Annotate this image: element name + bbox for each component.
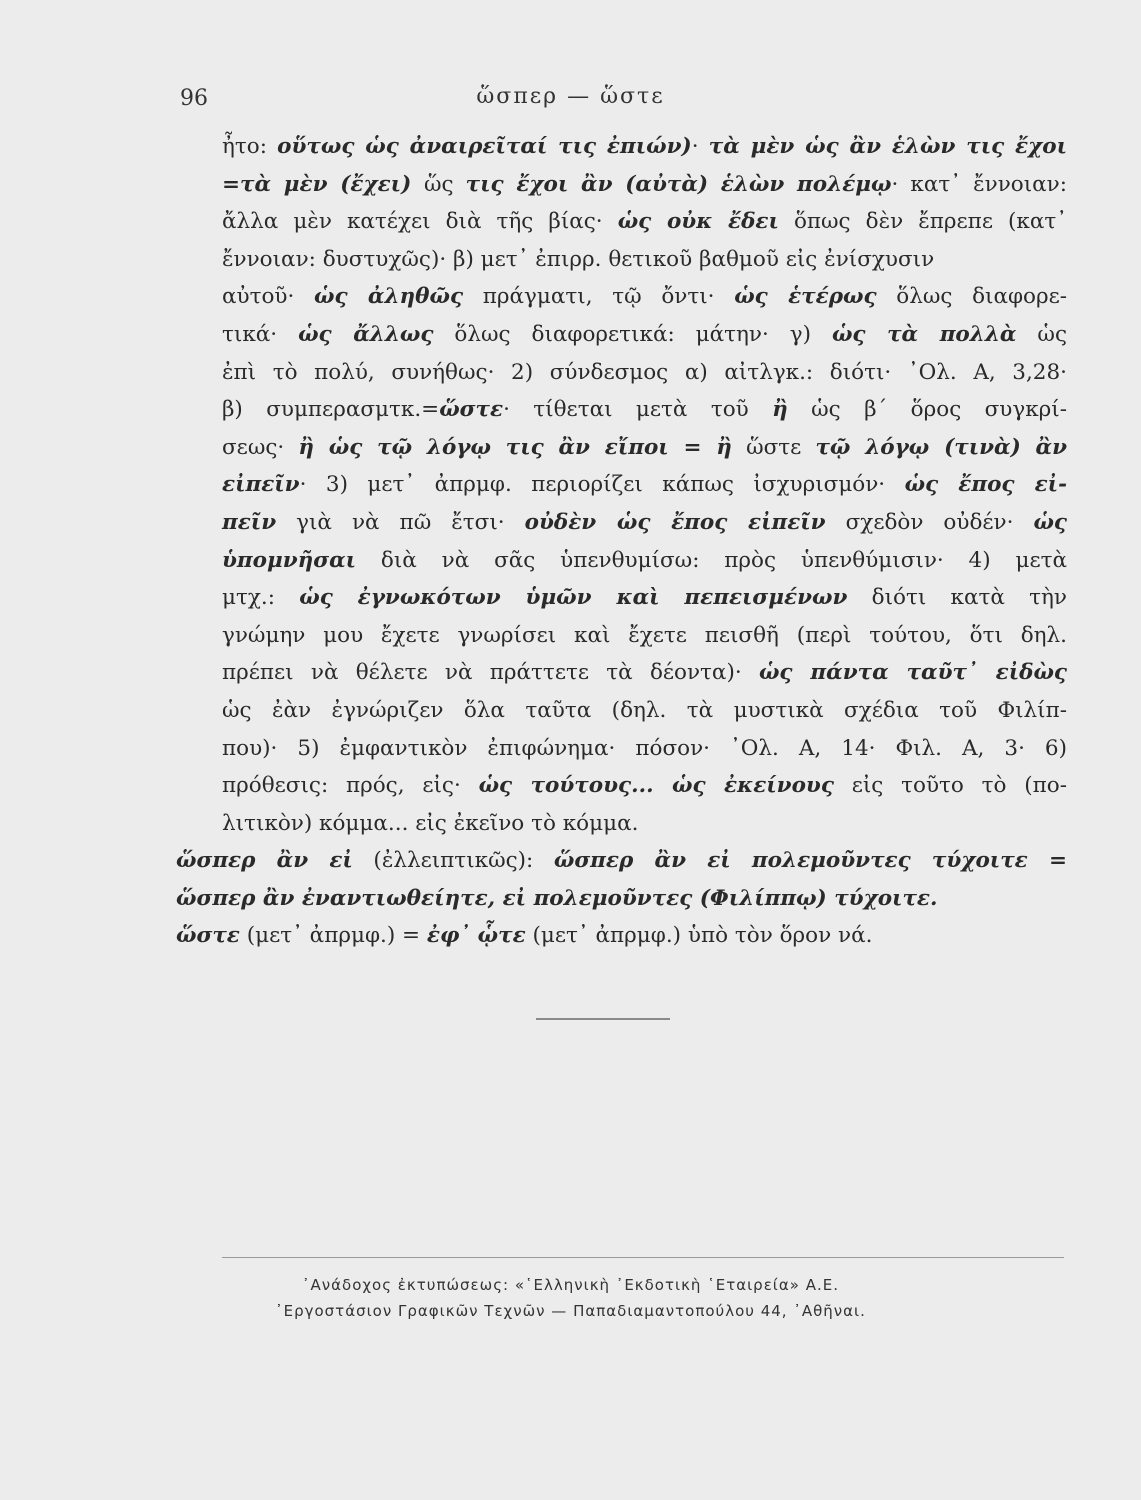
gloss-text: πρέπει νὰ θέλετε νὰ πράττετε τὰ δέοντα)·	[222, 660, 759, 686]
text-line	[176, 842, 1067, 880]
gloss-text: ὡς ἐὰν ἐγνώριζεν ὅλα ταῦτα (δηλ. τὰ μυστικὰ σχέδια τοῦ Φιλίπ-	[222, 697, 1067, 723]
dictionary-entry-text	[176, 128, 1068, 955]
gloss-text: ὥστε	[731, 434, 816, 460]
footer-rule	[222, 1257, 1064, 1258]
gloss-text: σχεδὸν οὐδέν·	[825, 509, 1034, 535]
text-line	[222, 316, 1067, 354]
headword-phrase: τὰ μὲν ὡς ἂν ἑλὼν τις ἔχοι	[708, 134, 1067, 159]
text-line	[222, 504, 1067, 542]
gloss-text: τικά·	[222, 321, 299, 347]
gloss-text: ἦτο:	[222, 134, 278, 159]
gloss-text: πράγματι, τῷ ὄντι·	[463, 284, 735, 310]
headword-phrase: ὡς τὰ πολλὰ	[831, 321, 1017, 347]
gloss-text: · κατ᾿ ἔννοιαν:	[891, 171, 1067, 197]
headword-phrase: τις ἔχοι ἂν (αὐτὰ) ἑλὼν πολέμῳ	[465, 171, 892, 197]
headword-phrase: ὡς ἐγνωκότων ὑμῶν καὶ πεπεισμένων	[299, 585, 848, 611]
gloss-text: ·	[691, 134, 709, 159]
text-line	[222, 730, 1067, 768]
page-number: 96	[180, 86, 208, 111]
gloss-text: ἐπὶ τὸ πολύ, συνήθως· 2) σύνδεσμος α) αἰτλγκ.: διότι· ᾿Ολ. Α, 3,28·	[222, 359, 1067, 385]
running-head: ὥσπερ — ὥστε	[476, 84, 665, 109]
gloss-text: που)· 5) ἐμφαντικὸν ἐπιφώνημα· πόσον· ᾿Ολ. Α, 14· Φιλ. Α, 3· 6)	[222, 735, 1067, 761]
text-line	[222, 278, 1067, 316]
gloss-text: εἰς τοῦτο τὸ (πο-	[833, 773, 1067, 799]
text-line	[222, 391, 1067, 429]
text-line	[222, 354, 1067, 392]
gloss-text: ὅλως διαφορετικά: μάτην· γ)	[433, 321, 832, 347]
gloss-text: σεως·	[222, 434, 299, 460]
text-line	[222, 692, 1067, 730]
gloss-text: ὡς	[1016, 321, 1067, 347]
headword-phrase: ἐφ᾿ ᾧτε	[426, 923, 526, 949]
gloss-text: · τίθεται μετὰ τοῦ	[503, 397, 773, 423]
headword-phrase: τῷ λόγῳ (τινὰ) ἂν	[815, 434, 1067, 460]
gloss-text: μτχ.:	[222, 585, 300, 611]
gloss-text: (ἐλλειπτικῶς):	[352, 848, 554, 874]
gloss-text: ὅπως δὲν ἔπρεπε (κατ᾿	[778, 209, 1067, 235]
printer-credit: ᾿Ανάδοχος ἐκτυπώσεως: «῾Ελληνικὴ ᾿Εκδοτικὴ ῾Εταιρεία» Α.Ε.	[301, 1276, 839, 1294]
text-line	[222, 579, 1067, 617]
headword-phrase: ὥσπερ ἂν εἰ πολεμοῦντες τύχοιτε =	[553, 848, 1067, 874]
gloss-text: (μετ᾿ ἀπρμφ.) =	[239, 923, 427, 949]
headword-phrase: ὑπομνῆσαι	[222, 547, 357, 573]
gloss-text: (μετ᾿ ἀπρμφ.) ὑπὸ τὸν ὅρον νά.	[525, 923, 873, 949]
headword-phrase: ὥσπερ ἂν ἐναντιωθείητε, εἰ πολεμοῦντες (Φιλίππῳ) τύχοιτε.	[176, 885, 938, 911]
text-line	[222, 805, 1067, 843]
gloss-text: πρόθεσις: πρός, εἰς·	[222, 773, 479, 799]
headword-phrase: ὡς ἀληθῶς	[314, 284, 464, 310]
headword-phrase: οὕτως ὡς ἀναιρεῖταί τις ἐπιών)	[277, 134, 692, 159]
headword-phrase: ὡς πάντα ταῦτ᾿ εἰδὼς	[758, 660, 1068, 686]
gloss-text: αὐτοῦ·	[222, 284, 315, 310]
gloss-text: γνώμην μου ἔχετε γνωρίσει καὶ ἔχετε πεισθῆ (περὶ τούτου, ὅτι δηλ.	[222, 622, 1067, 648]
text-line	[222, 203, 1067, 241]
gloss-text: ὡς β΄ ὅρος συγκρί-	[787, 397, 1067, 423]
gloss-text: διὰ νὰ σᾶς ὑπενθυμίσω: πρὸς ὑπενθύμισιν· 4) μετὰ	[356, 547, 1067, 573]
headword-phrase: εἰπεῖν	[222, 472, 300, 498]
printer-address: ᾿Εργοστάσιον Γραφικῶν Τεχνῶν — Παπαδιαμαντοπούλου 44, ᾿Αθῆναι.	[275, 1302, 866, 1320]
gloss-text: β) συμπερασμτκ.=	[222, 397, 440, 423]
text-line	[222, 166, 1067, 204]
headword-phrase: ὡς ἄλλως	[298, 321, 434, 347]
gloss-text: ἔννοιαν: δυστυχῶς)· β) μετ᾿ ἐπιρρ. θετικοῦ βαθμοῦ εἰς ἐνίσχυσιν	[222, 246, 935, 272]
headword-phrase: ὡς ἑτέρως	[734, 284, 877, 310]
text-line	[222, 654, 1067, 692]
headword-phrase: =τὰ μὲν (ἔχει)	[222, 171, 424, 197]
headword-phrase: ἢ ὡς τῷ λόγῳ τις ἂν εἴποι = ἢ	[298, 434, 732, 460]
text-line	[222, 542, 1067, 580]
gloss-text: ὥς	[423, 171, 466, 197]
gloss-text: διότι κατὰ τὴν	[847, 585, 1067, 611]
gloss-text: ἄλλα μὲν κατέχει διὰ τῆς βίας·	[222, 209, 618, 235]
text-line	[222, 767, 1067, 805]
text-line	[222, 466, 1067, 504]
headword-phrase: ὥστε	[176, 923, 240, 949]
headword-phrase: ὡς τούτους... ὡς ἐκείνους	[478, 773, 834, 799]
headword-phrase: ἢ	[772, 397, 788, 423]
headword-phrase: ὥστε	[439, 397, 504, 423]
gloss-text: λιτικὸν) κόμμα... εἰς ἐκεῖνο τὸ κόμμα.	[222, 810, 639, 836]
text-line	[176, 880, 1067, 918]
headword-phrase: ὡς ἔπος εἰ-	[904, 472, 1067, 498]
headword-phrase: πεῖν	[222, 509, 277, 535]
headword-phrase: οὐδὲν ὡς ἔπος εἰπεῖν	[524, 509, 826, 535]
gloss-text: · 3) μετ᾿ ἀπρμφ. περιορίζει κάπως ἰσχυρισμόν·	[299, 472, 905, 498]
text-line	[222, 128, 1067, 166]
text-line	[222, 429, 1067, 467]
headword-phrase: ὡς οὐκ ἔδει	[617, 209, 779, 235]
headword-phrase: ὥσπερ ἂν εἰ	[176, 848, 353, 874]
section-end-rule	[536, 1018, 670, 1020]
gloss-text: ὅλως διαφορε-	[876, 284, 1068, 310]
text-line	[176, 917, 1067, 955]
headword-phrase: ὡς	[1033, 509, 1068, 535]
gloss-text: γιὰ νὰ πῶ ἔτσι·	[276, 509, 525, 535]
text-line	[222, 241, 1067, 279]
text-line	[222, 617, 1067, 655]
